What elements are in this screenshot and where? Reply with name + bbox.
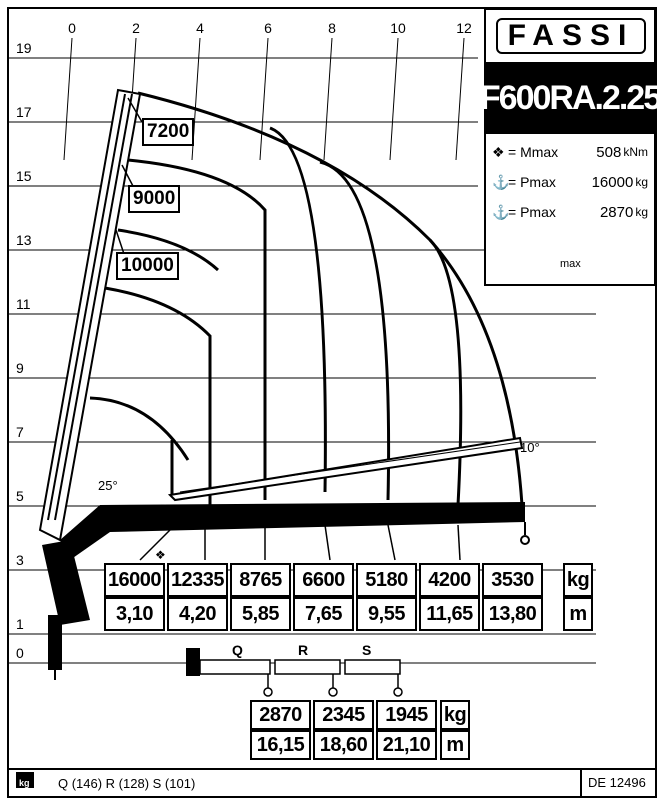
radius-label-7200: 7200 bbox=[142, 118, 194, 146]
load-cell-kg: 5180 bbox=[356, 563, 417, 597]
y-tick-label: 15 bbox=[16, 168, 32, 184]
boom-hook bbox=[521, 522, 529, 544]
footer bbox=[8, 768, 656, 798]
jib-segment-q: Q bbox=[232, 642, 243, 658]
hook-icon: ⚓ bbox=[492, 173, 510, 190]
jib-unit-kg: kg bbox=[440, 700, 470, 730]
load-cell-m: 4,20 bbox=[167, 597, 228, 631]
envelope-4200 bbox=[430, 240, 461, 505]
footer-code: DE 12496 bbox=[580, 770, 646, 796]
load-cell-m: 9,55 bbox=[356, 597, 417, 631]
brand-logo: FASSI bbox=[496, 18, 646, 54]
x-tick-line bbox=[456, 38, 464, 160]
angle-label-10: 10° bbox=[520, 440, 540, 455]
y-tick-label: 7 bbox=[16, 424, 24, 440]
x-tick-line bbox=[324, 38, 332, 160]
outer-envelope bbox=[138, 93, 522, 505]
y-tick-label: 17 bbox=[16, 104, 32, 120]
crane-boom-horizontal bbox=[60, 438, 525, 560]
jib-segment-s: S bbox=[362, 642, 372, 658]
crane-column bbox=[42, 540, 90, 680]
spec-value: 2870 bbox=[599, 203, 634, 221]
y-tick-label: 9 bbox=[16, 360, 24, 376]
spec-label: = Pmax bbox=[508, 174, 556, 190]
unit-kg: kg bbox=[563, 563, 593, 597]
x-tick-label: 6 bbox=[264, 20, 272, 36]
spec-mmax bbox=[492, 140, 648, 164]
jib-segment-r: R bbox=[298, 642, 309, 658]
load-cell-m: 5,85 bbox=[230, 597, 291, 631]
x-tick-label: 0 bbox=[68, 20, 76, 36]
spec-label: = Mmax bbox=[508, 144, 559, 160]
x-tick-line bbox=[390, 38, 398, 160]
brand-panel bbox=[484, 8, 656, 64]
load-cell-kg: 12335 bbox=[167, 563, 228, 597]
spec-unit: kg bbox=[635, 205, 648, 219]
footer-weights: Q (146) R (128) S (101) bbox=[58, 776, 196, 791]
spec-pmax-main bbox=[492, 170, 648, 194]
spec-panel bbox=[484, 132, 656, 286]
spec-unit: kNm bbox=[623, 145, 648, 159]
x-tick-label: 10 bbox=[390, 20, 406, 36]
jib-cell-kg: 1945 bbox=[376, 700, 437, 730]
y-tick-label: 13 bbox=[16, 232, 32, 248]
y-tick-label: 19 bbox=[16, 40, 32, 56]
jib-cell-m: 16,15 bbox=[250, 730, 311, 760]
envelope-curves bbox=[90, 93, 522, 505]
x-tick-label: 2 bbox=[132, 20, 140, 36]
x-tick-label: 8 bbox=[328, 20, 336, 36]
x-tick-line bbox=[64, 38, 72, 160]
jib-cell-m: 18,60 bbox=[313, 730, 374, 760]
load-cell-m: 3,10 bbox=[104, 597, 165, 631]
radius-label-9000: 9000 bbox=[128, 185, 180, 213]
jib-cell-m: 21,10 bbox=[376, 730, 437, 760]
y-tick-label: 5 bbox=[16, 488, 24, 504]
model-name: F600RA.2.25 bbox=[484, 64, 656, 132]
y-tick-label: 3 bbox=[16, 552, 24, 568]
x-tick-label: 4 bbox=[196, 20, 204, 36]
y-tick-label: 0 bbox=[16, 645, 24, 661]
load-cell-kg: 16000 bbox=[104, 563, 165, 597]
spec-diagram-label: max bbox=[560, 258, 581, 270]
load-arrows bbox=[140, 525, 460, 560]
load-cell-kg: 3530 bbox=[482, 563, 543, 597]
envelope-6600 bbox=[270, 128, 325, 492]
envelope-third bbox=[105, 288, 210, 505]
small-hook-icon: ⚓ bbox=[492, 203, 510, 220]
load-cell-kg: 6600 bbox=[293, 563, 354, 597]
spec-value: 16000 bbox=[591, 173, 634, 191]
angle-label-25: 25° bbox=[98, 478, 118, 493]
x-tick-label: 12 bbox=[456, 20, 472, 36]
load-cell-kg: 8765 bbox=[230, 563, 291, 597]
crane-boom-raised bbox=[40, 90, 140, 540]
load-cell-m: 7,65 bbox=[293, 597, 354, 631]
load-cell-m: 13,80 bbox=[482, 597, 543, 631]
spec-value: 508 bbox=[596, 143, 622, 161]
load-cell-kg: 4200 bbox=[419, 563, 480, 597]
y-tick-label: 11 bbox=[16, 296, 31, 312]
spec-unit: kg bbox=[635, 175, 648, 189]
x-tick-line bbox=[260, 38, 268, 160]
jib-unit-m: m bbox=[440, 730, 470, 760]
moment-icon: ❖ bbox=[492, 143, 505, 160]
weight-icon: kg bbox=[19, 778, 30, 788]
jib-cell-kg: 2870 bbox=[250, 700, 311, 730]
y-tick-label: 1 bbox=[16, 616, 24, 632]
jib-cell-kg: 2345 bbox=[313, 700, 374, 730]
spec-label: = Pmax bbox=[508, 204, 556, 220]
spec-pmax-jib bbox=[492, 200, 648, 224]
load-cell-m: 11,65 bbox=[419, 597, 480, 631]
unit-m: m bbox=[563, 597, 593, 631]
radius-label-10000: 10000 bbox=[116, 252, 179, 280]
envelope-5180 bbox=[320, 162, 389, 500]
moment-marker-icon: ❖ bbox=[155, 548, 166, 562]
